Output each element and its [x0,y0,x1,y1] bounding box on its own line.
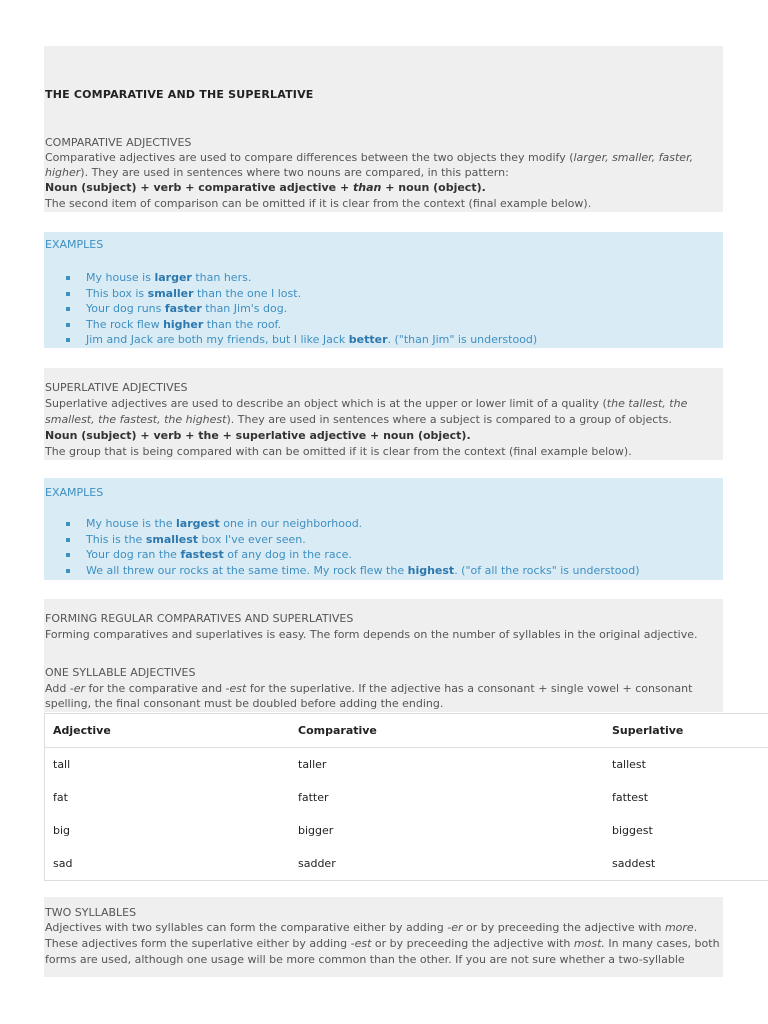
examples-heading-2: EXAMPLES [45,486,104,499]
header-superlative: Superlative [604,714,768,748]
main-title: THE COMPARATIVE AND THE SUPERLATIVE [45,88,314,101]
table-row [45,847,768,881]
comparative-line-2: higher). They are used in sentences where two nouns are compared, in this pattern: [45,166,509,179]
one-syllable-line-2: spelling, the final consonant must be doubled before adding the ending. [45,697,444,710]
table-cell: bigger [298,824,334,837]
table-cell: taller [298,758,327,771]
comparative-heading: COMPARATIVE ADJECTIVES [45,136,192,149]
table-cell: fattest [612,791,649,804]
bullet-icon [66,307,70,311]
superlative-note: The group that is being compared with can be omitted if it is clear from the context (final example below). [45,445,632,458]
two-syllables-line-3: forms are used, although one usage will be more common than the other. If you are not sure whether a two-syllable [45,953,685,966]
table-cell: biggest [612,824,653,837]
list-item: Your dog runs faster than Jim's dog. [66,302,287,315]
list-item: The rock flew higher than the roof. [66,318,281,331]
header-adjective: Adjective [45,714,291,748]
bullet-icon [66,538,70,542]
forming-heading: FORMING REGULAR COMPARATIVES AND SUPERLATIVES [45,612,354,625]
table-header-row [45,714,768,748]
superlative-heading: SUPERLATIVE ADJECTIVES [45,381,188,394]
table-row [45,814,768,847]
bullet-icon [66,569,70,573]
examples-heading-1: EXAMPLES [45,238,104,251]
two-syllables-line-2: These adjectives form the superlative either by adding -est or by preceeding the adjective with most. In many cases, both [45,937,720,950]
two-syllables-heading: TWO SYLLABLES [45,906,137,919]
comparative-line-1: Comparative adjectives are used to compare differences between the two objects they modify (larger, smaller, faster, [45,151,694,164]
list-item: This is the smallest box I've ever seen. [66,533,306,546]
table-cell: fat [53,791,68,804]
list-item: We all threw our rocks at the same time. My rock flew the highest. ("of all the rocks" is understood) [66,564,640,577]
forming-text: Forming comparatives and superlatives is easy. The form depends on the number of syllables in the original adjective. [45,628,698,641]
two-syllables-line-1: Adjectives with two syllables can form the comparative either by adding -er or by preceeding the adjective with more. [45,921,698,934]
bullet-icon [66,522,70,526]
comparative-note: The second item of comparison can be omitted if it is clear from the context (final example below). [45,197,592,210]
bullet-icon [66,292,70,296]
table-cell: sad [45,847,291,881]
list-item: My house is the largest one in our neighborhood. [66,517,362,530]
list-item: My house is larger than hers. [66,271,251,284]
table-cell: tall [53,758,71,771]
list-item: Jim and Jack are both my friends, but I like Jack better. ("than Jim" is understood) [66,333,537,346]
examples-box-1 [44,232,723,348]
superlative-line-2: smallest, the fastest, the highest). They are used in sentences where a subject is compared to a group of objects. [45,413,672,426]
table-cell: fatter [298,791,329,804]
forming-section [44,599,723,712]
syllable-table [44,713,768,881]
table-row [45,781,768,814]
examples-box-2 [44,478,723,580]
bullet-icon [66,338,70,342]
table-row [45,748,768,782]
superlative-pattern: Noun (subject) + verb + the + superlative adjective + noun (object). [45,429,471,442]
superlative-line-1: Superlative adjectives are used to describe an object which is at the upper or lower limit of a quality (the tallest, the [45,397,688,410]
table-cell: tallest [612,758,646,771]
comparative-pattern: Noun (subject) + verb + comparative adjective + than + noun (object). [45,181,486,194]
table-cell: big [53,824,71,837]
superlative-section [44,368,723,460]
bullet-icon [66,276,70,280]
one-syllable-line-1: Add -er for the comparative and -est for the superlative. If the adjective has a consonant + single vowel + consonant [45,682,693,695]
list-item: Your dog ran the fastest of any dog in the race. [66,548,352,561]
table-cell: sadder [290,847,604,881]
bullet-icon [66,553,70,557]
list-item: This box is smaller than the one I lost. [66,287,301,300]
bullet-icon [66,323,70,327]
two-syllables-section [44,897,723,977]
one-syllable-heading: ONE SYLLABLE ADJECTIVES [45,666,196,679]
header-comparative: Comparative [290,714,604,748]
table-cell: saddest [604,847,768,881]
